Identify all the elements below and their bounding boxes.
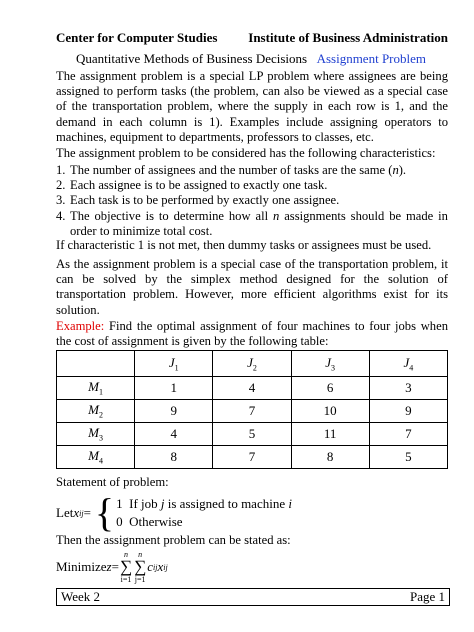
- summation-j: n ∑ j=1: [134, 550, 147, 584]
- page-footer: [56, 588, 450, 606]
- list-item: 1. The number of assignees and the number of tasks are the same (n).: [56, 163, 407, 177]
- header-left: Center for Computer Studies: [56, 30, 218, 45]
- case-one: 1 If job j is assigned to machine i: [116, 496, 292, 511]
- header-right: Institute of Business Administration: [248, 30, 448, 45]
- then-text: Then the assignment problem can be stated as:: [56, 533, 291, 547]
- footer-week: Week 2: [61, 589, 101, 604]
- example-paragraph: [56, 319, 448, 349]
- table-row: [57, 446, 448, 469]
- summation-i: n ∑ i=1: [119, 550, 133, 584]
- page-header: [56, 30, 448, 46]
- table-cell: 4: [135, 423, 213, 446]
- piecewise-cases: [116, 495, 292, 531]
- cost-table: [56, 350, 448, 469]
- list-item: 3. Each task is to be performed by exactly one assignee.: [56, 193, 340, 208]
- table-cell: 10: [291, 400, 369, 423]
- table-cell: 3: [369, 377, 447, 400]
- simplex-note: As the assignment problem is a special case of the transportation problem, it can be solved by the simplex method designed for the solution of transportation problem. However, more efficient algorithms exist for its solution.: [56, 257, 448, 317]
- table-row: [57, 423, 448, 446]
- course-title: Quantitative Methods of Business Decisions: [76, 51, 308, 66]
- case-two: 0 Otherwise: [116, 514, 183, 529]
- table-cell: 7: [213, 400, 291, 423]
- sigma-icon: ∑: [134, 557, 147, 576]
- characteristics-intro: The assignment problem to be considered has the following characteristics:: [56, 146, 436, 160]
- table-cell: 8: [291, 446, 369, 469]
- objective-function: Minimize z = n ∑ i=1 n ∑ j=1 c ij x ij: [56, 550, 168, 584]
- table-cell: 5: [213, 423, 291, 446]
- row-header: $M_1$: [57, 377, 135, 400]
- column-header: $J_1$: [135, 351, 213, 377]
- row-header: $M_2$: [57, 400, 135, 423]
- let-definition: Let x ij = { 1 If job j is assigned to machine i 0 Otherwise: [56, 490, 292, 535]
- intro-paragraph: The assignment problem is a special LP problem where assignees are being assigned to perform tasks (the problem, can also be viewed as a special case of the transportation problem, where the supply in each row is 1, and the demand in each column is 1). Examples include assigning operators to machines, equipment to departments, professors to classes, etc.: [56, 69, 448, 144]
- column-header: $J_4$: [369, 351, 447, 377]
- row-header: $M_3$: [57, 423, 135, 446]
- left-brace-icon: {: [94, 490, 115, 535]
- table-cell: 9: [369, 400, 447, 423]
- characteristics-list: [56, 163, 448, 239]
- example-label: Example:: [56, 319, 105, 333]
- table-cell: 6: [291, 377, 369, 400]
- statement-label: Statement of problem:: [56, 475, 169, 489]
- list-item: 2. Each assignee is to be assigned to exactly one task.: [56, 178, 328, 193]
- topic-title: Assignment Problem: [316, 51, 426, 66]
- column-header: $J_3$: [291, 351, 369, 377]
- table-cell: 8: [135, 446, 213, 469]
- table-cell: 11: [291, 423, 369, 446]
- footer-page: Page 1: [409, 589, 445, 604]
- row-header: $M_4$: [57, 446, 135, 469]
- sigma-icon: ∑: [119, 557, 133, 576]
- column-header: $J_2$: [213, 351, 291, 377]
- table-cell: 4: [213, 377, 291, 400]
- page-subheader: [56, 51, 448, 67]
- example-text: Find the optimal assignment of four machines to four jobs when the cost of assignment is given by the following table:: [56, 319, 448, 349]
- table-cell: 7: [213, 446, 291, 469]
- table-cell: 5: [369, 446, 447, 469]
- table-header-row: [57, 351, 448, 377]
- table-cell: 9: [135, 400, 213, 423]
- table-cell: 7: [369, 423, 447, 446]
- table-cell: 1: [135, 377, 213, 400]
- table-row: [57, 400, 448, 423]
- list-item: 4. The objective is to determine how all n assignments should be made in order to minimize total cost.: [56, 208, 448, 238]
- corner-cell: [57, 351, 135, 377]
- dummy-note: If characteristic 1 is not met, then dummy tasks or assignees must be used.: [56, 238, 432, 252]
- table-row: [57, 377, 448, 400]
